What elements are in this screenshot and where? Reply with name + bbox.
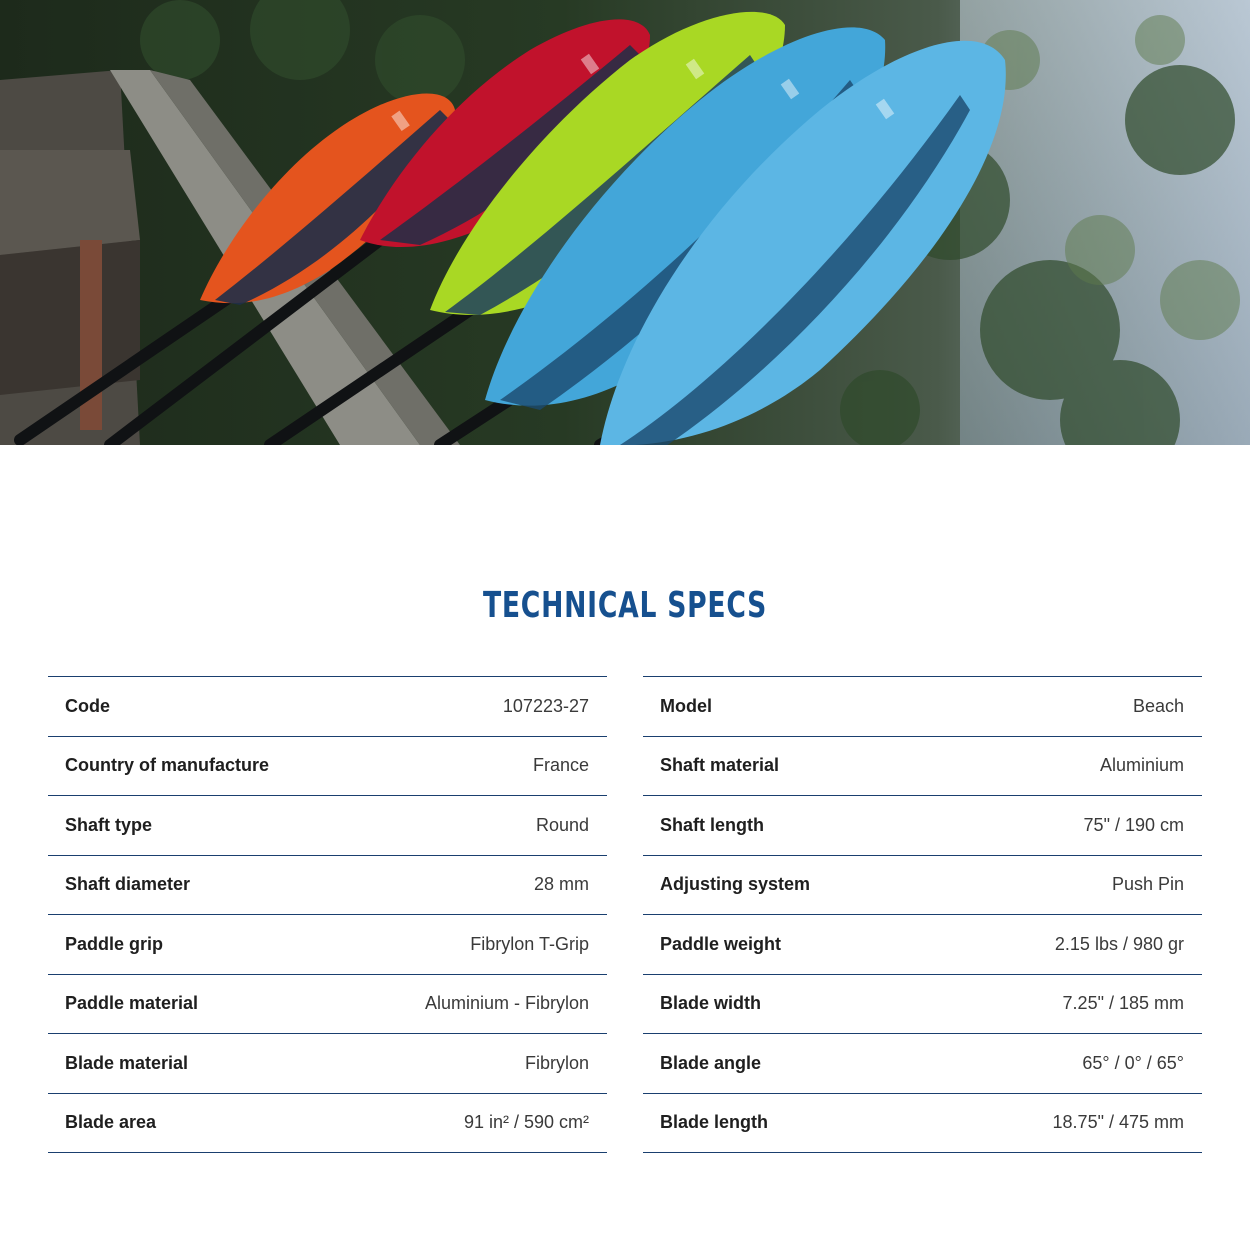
spec-value: 2.15 lbs / 980 gr bbox=[1054, 933, 1184, 954]
spec-value: 18.75" / 475 mm bbox=[1052, 1112, 1184, 1133]
spec-value: 65° / 0° / 65° bbox=[1082, 1052, 1184, 1073]
spec-label: Blade length bbox=[660, 1112, 769, 1133]
section-title: TECHNICAL SPECS bbox=[482, 585, 768, 626]
spec-row bbox=[643, 1034, 1202, 1094]
spec-row bbox=[48, 677, 607, 737]
spec-label: Shaft diameter bbox=[65, 874, 191, 895]
spec-row bbox=[643, 737, 1202, 797]
spec-value: 107223-27 bbox=[502, 695, 589, 716]
spec-value: Round bbox=[535, 814, 589, 835]
spec-value: Aluminium bbox=[1099, 755, 1184, 776]
spec-value: 28 mm bbox=[533, 874, 589, 895]
spec-row bbox=[48, 915, 607, 975]
spec-label: Adjusting system bbox=[660, 874, 811, 895]
spec-value: Beach bbox=[1132, 695, 1184, 716]
spec-row bbox=[643, 915, 1202, 975]
spec-label: Paddle grip bbox=[65, 933, 164, 954]
hero-photo-paddles bbox=[0, 0, 1250, 445]
spec-value: Push Pin bbox=[1111, 874, 1184, 895]
spec-value: Aluminium - Fibrylon bbox=[424, 993, 589, 1014]
spec-label: Model bbox=[660, 695, 712, 716]
spec-row bbox=[48, 1034, 607, 1094]
spec-row bbox=[48, 796, 607, 856]
spec-row bbox=[643, 856, 1202, 916]
spec-label: Shaft type bbox=[65, 814, 153, 835]
spec-label: Blade area bbox=[65, 1112, 157, 1133]
spec-row bbox=[48, 1094, 607, 1154]
spec-label: Shaft length bbox=[660, 814, 764, 835]
spec-label: Code bbox=[65, 695, 110, 716]
spec-value: 7.25" / 185 mm bbox=[1062, 993, 1184, 1014]
spec-value: 91 in² / 590 cm² bbox=[463, 1112, 589, 1133]
spec-row bbox=[48, 737, 607, 797]
spec-value: France bbox=[532, 755, 589, 776]
spec-value: Fibrylon T-Grip bbox=[470, 933, 589, 954]
spec-row bbox=[48, 856, 607, 916]
spec-label: Paddle weight bbox=[660, 933, 782, 954]
spec-row bbox=[643, 796, 1202, 856]
spec-label: Paddle material bbox=[65, 993, 199, 1014]
spec-value: Fibrylon bbox=[524, 1052, 589, 1073]
specs-table-left bbox=[48, 676, 607, 1153]
spec-row bbox=[48, 975, 607, 1035]
spec-row bbox=[643, 677, 1202, 737]
spec-label: Blade angle bbox=[660, 1052, 762, 1073]
spec-label: Blade width bbox=[660, 993, 762, 1014]
spec-value: 75" / 190 cm bbox=[1083, 814, 1184, 835]
specs-table-right bbox=[643, 676, 1202, 1153]
spec-label: Shaft material bbox=[660, 755, 780, 776]
spec-row bbox=[643, 975, 1202, 1035]
spec-row bbox=[643, 1094, 1202, 1154]
spec-label: Blade material bbox=[65, 1052, 189, 1073]
spec-label: Country of manufacture bbox=[65, 755, 270, 776]
